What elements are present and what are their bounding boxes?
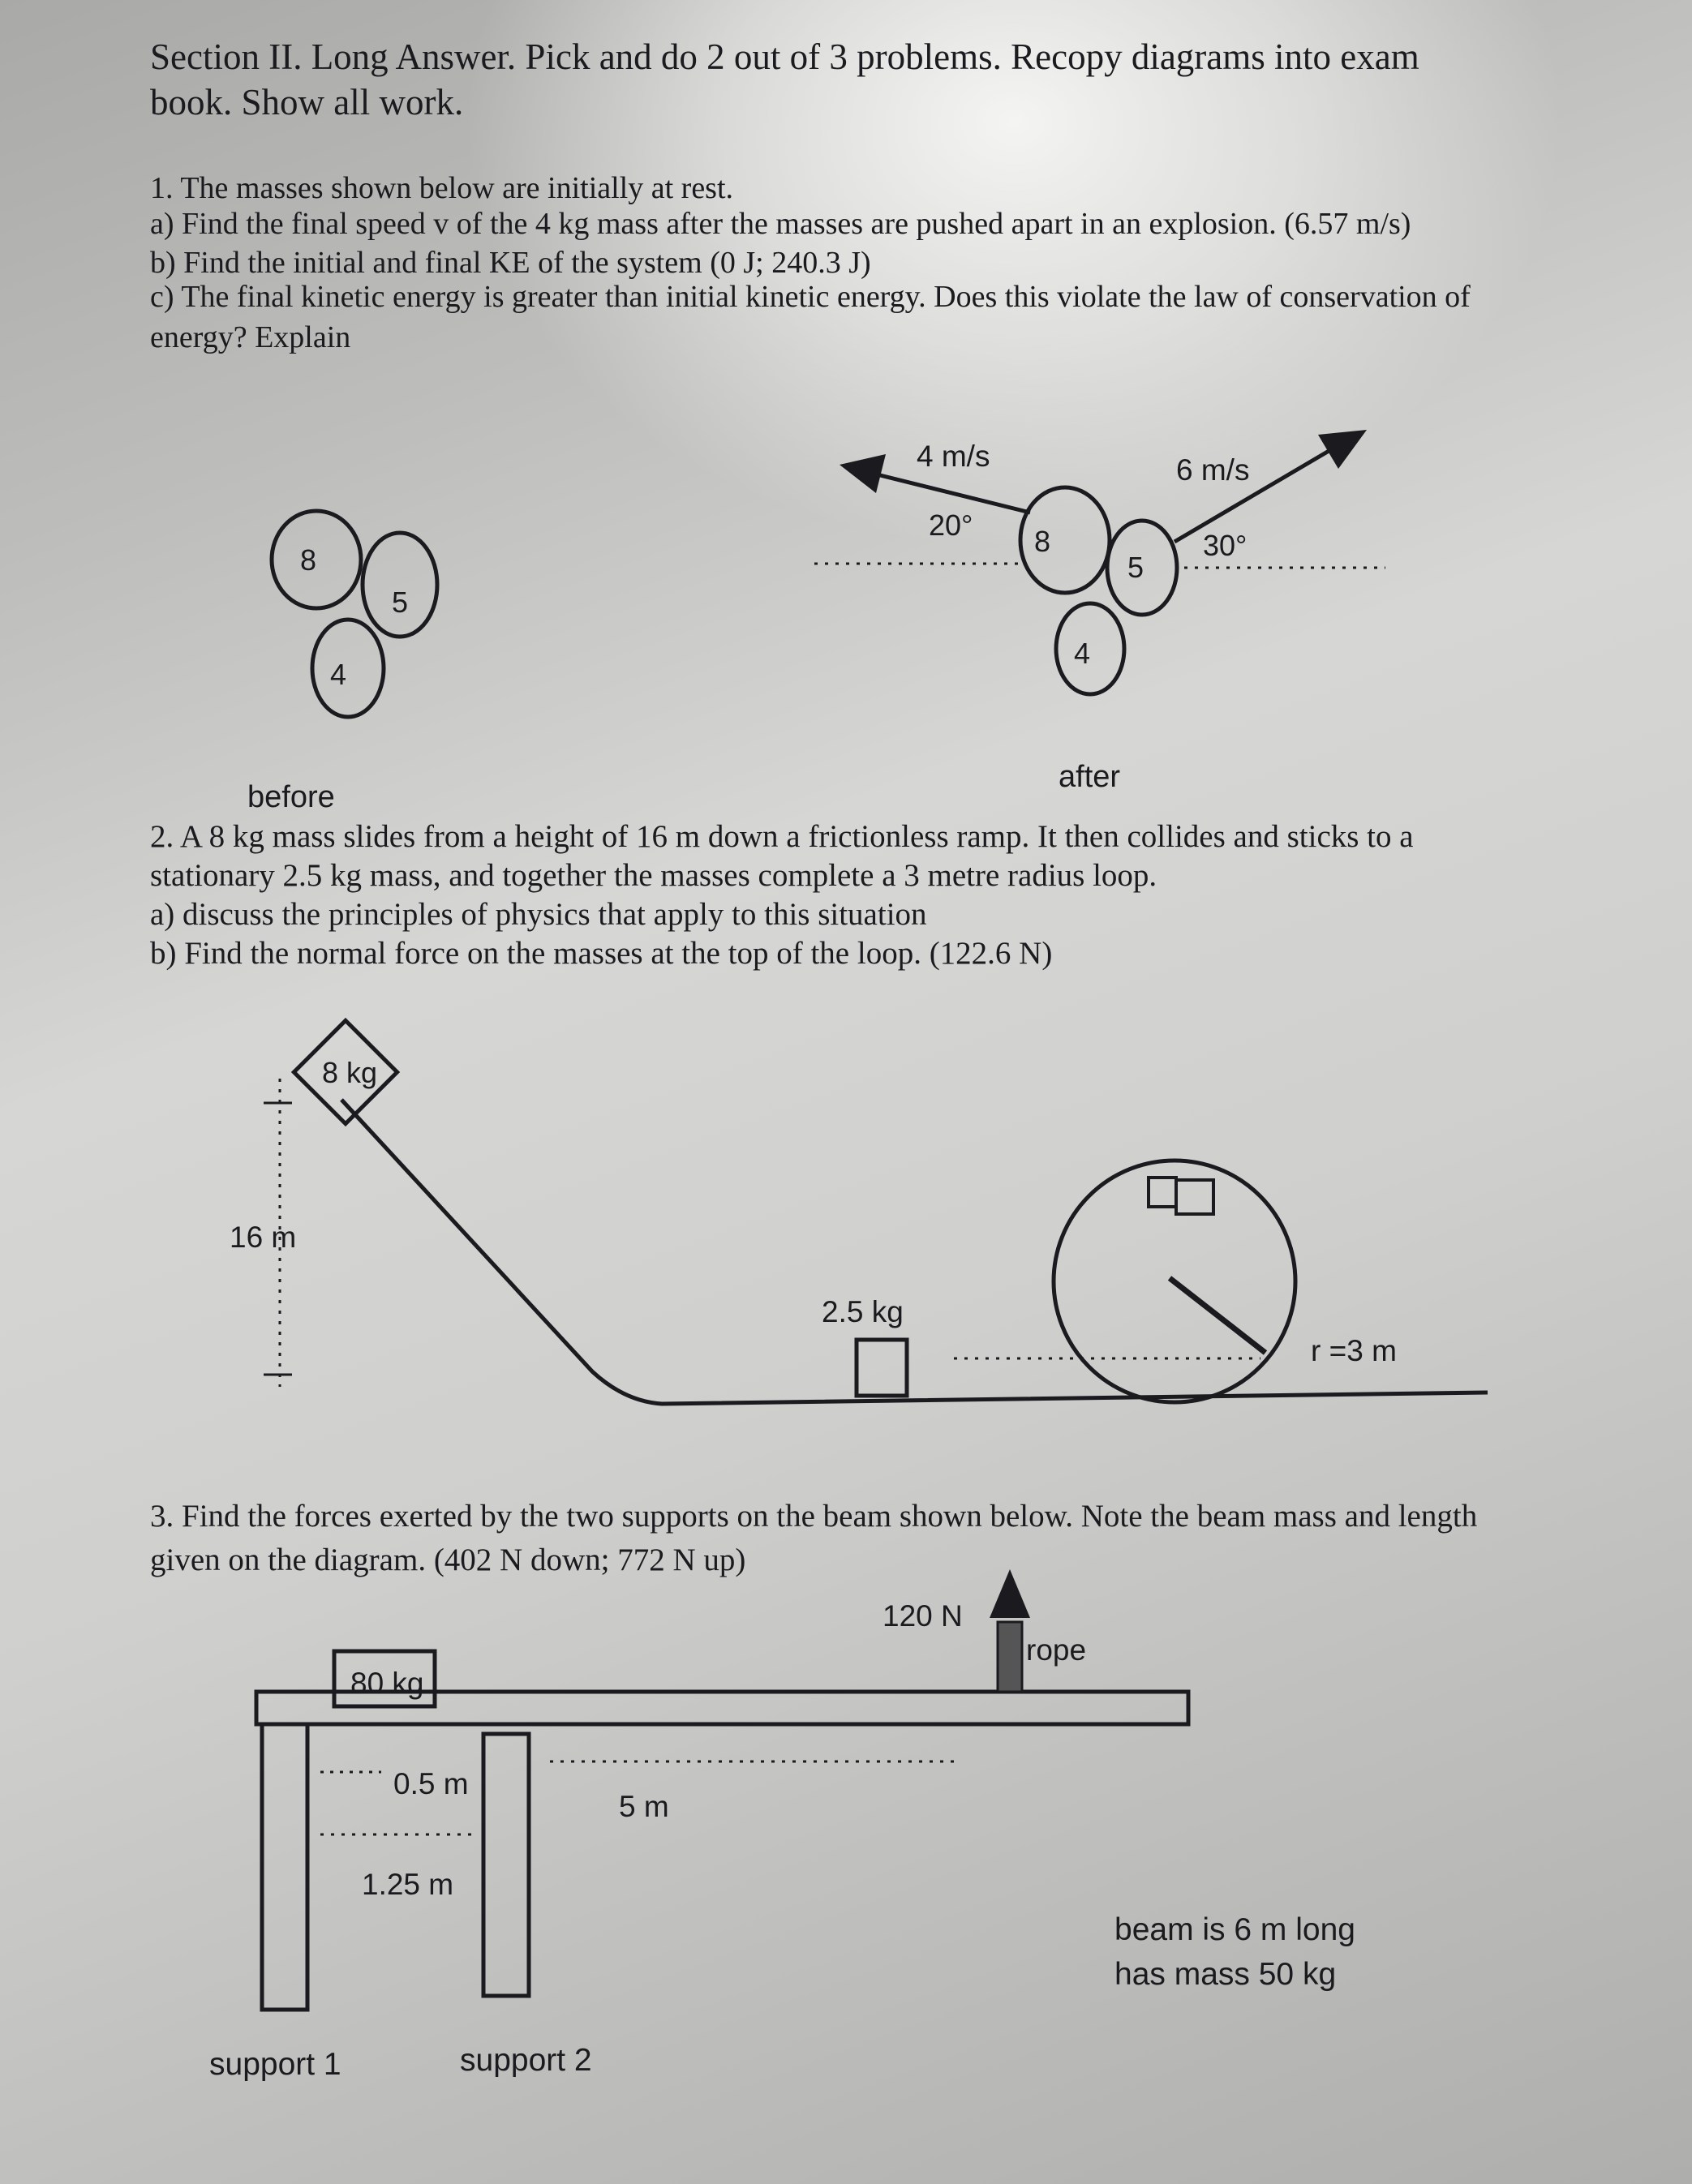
velocity-8-label: 4 m/s — [917, 440, 990, 473]
height-label: 16 m — [230, 1221, 297, 1254]
mass-4-label: 4 — [1074, 637, 1091, 670]
problem1-c-cont: energy? Explain — [150, 320, 351, 354]
support-1-label: support 1 — [209, 2047, 341, 2082]
distance-1.25m-label: 1.25 m — [362, 1868, 454, 1901]
mass-4-circle — [312, 620, 384, 717]
support-2-label: support 2 — [460, 2043, 592, 2078]
mass-8-label: 8 — [300, 543, 317, 577]
problem3-text-cont: given on the diagram. (402 N down; 772 N up) — [150, 1543, 746, 1577]
mass-2.5kg-box — [857, 1340, 907, 1396]
mass-8-label: 8 — [1034, 525, 1051, 558]
support-1 — [262, 1724, 307, 2010]
mass-8kg-label: 8 kg — [322, 1056, 378, 1089]
after-label: after — [1059, 760, 1121, 794]
ramp-diagram — [230, 1020, 1488, 1404]
beam-mass-note: has mass 50 kg — [1114, 1957, 1337, 1992]
velocity-arrow-8 — [880, 475, 1030, 513]
before-diagram — [247, 511, 437, 814]
mass-4-label: 4 — [330, 658, 347, 691]
force-label: 120 N — [883, 1599, 963, 1633]
beam-diagram — [209, 1569, 1355, 2082]
problem3-text: 3. Find the forces exerted by the two supports on the beam shown below. Note the beam mass and length — [150, 1499, 1478, 1534]
problem2-intro-cont: stationary 2.5 kg mass, and together the masses complete a 3 metre radius loop. — [150, 858, 1157, 893]
angle-20-label: 20° — [929, 508, 973, 542]
mass-5-label: 5 — [392, 586, 409, 619]
after-diagram — [814, 430, 1385, 794]
section-heading: Section II. Long Answer. Pick and do 2 out of 3 problems. Recopy diagrams into exam — [150, 36, 1419, 77]
mass-80kg-label: 80 kg — [350, 1667, 424, 1700]
problem2-intro: 2. A 8 kg mass slides from a height of 16 m down a frictionless ramp. It then collides and sticks to a — [150, 819, 1414, 854]
problem1-b: b) Find the initial and final KE of the system (0 J; 240.3 J) — [150, 246, 871, 280]
radius-label: r =3 m — [1311, 1334, 1397, 1367]
mass-2.5kg-label: 2.5 kg — [822, 1295, 904, 1328]
mass-5-label: 5 — [1127, 551, 1144, 584]
problem2-b: b) Find the normal force on the masses at the top of the loop. (122.6 N) — [150, 936, 1053, 971]
rope-label: rope — [1026, 1633, 1087, 1667]
combined-mass-box — [1149, 1178, 1176, 1207]
angle-30-label: 30° — [1203, 529, 1248, 562]
rope — [998, 1622, 1022, 1692]
distance-0.5m-label: 0.5 m — [393, 1767, 469, 1800]
problem1-c: c) The final kinetic energy is greater than initial kinetic energy. Does this violate the law of conservation of — [150, 280, 1471, 314]
arrowhead-icon — [1318, 430, 1367, 469]
radius-line — [1170, 1278, 1265, 1353]
force-arrowhead-icon — [990, 1569, 1030, 1618]
problem1-intro: 1. The masses shown below are initially at rest. — [150, 171, 734, 205]
arrowhead-icon — [840, 454, 886, 493]
before-label: before — [247, 780, 335, 814]
problem1-a: a) Find the final speed v of the 4 kg mass after the masses are pushed apart in an explosion. (6.57 m/s) — [150, 207, 1411, 241]
support-2 — [483, 1734, 529, 1996]
beam-length-note: beam is 6 m long — [1114, 1912, 1355, 1947]
distance-5m-label: 5 m — [619, 1790, 669, 1823]
velocity-5-label: 6 m/s — [1176, 453, 1250, 487]
mass-5-circle — [363, 533, 437, 637]
problem2-a: a) discuss the principles of physics that apply to this situation — [150, 897, 927, 932]
section-heading-cont: book. Show all work. — [150, 82, 464, 122]
